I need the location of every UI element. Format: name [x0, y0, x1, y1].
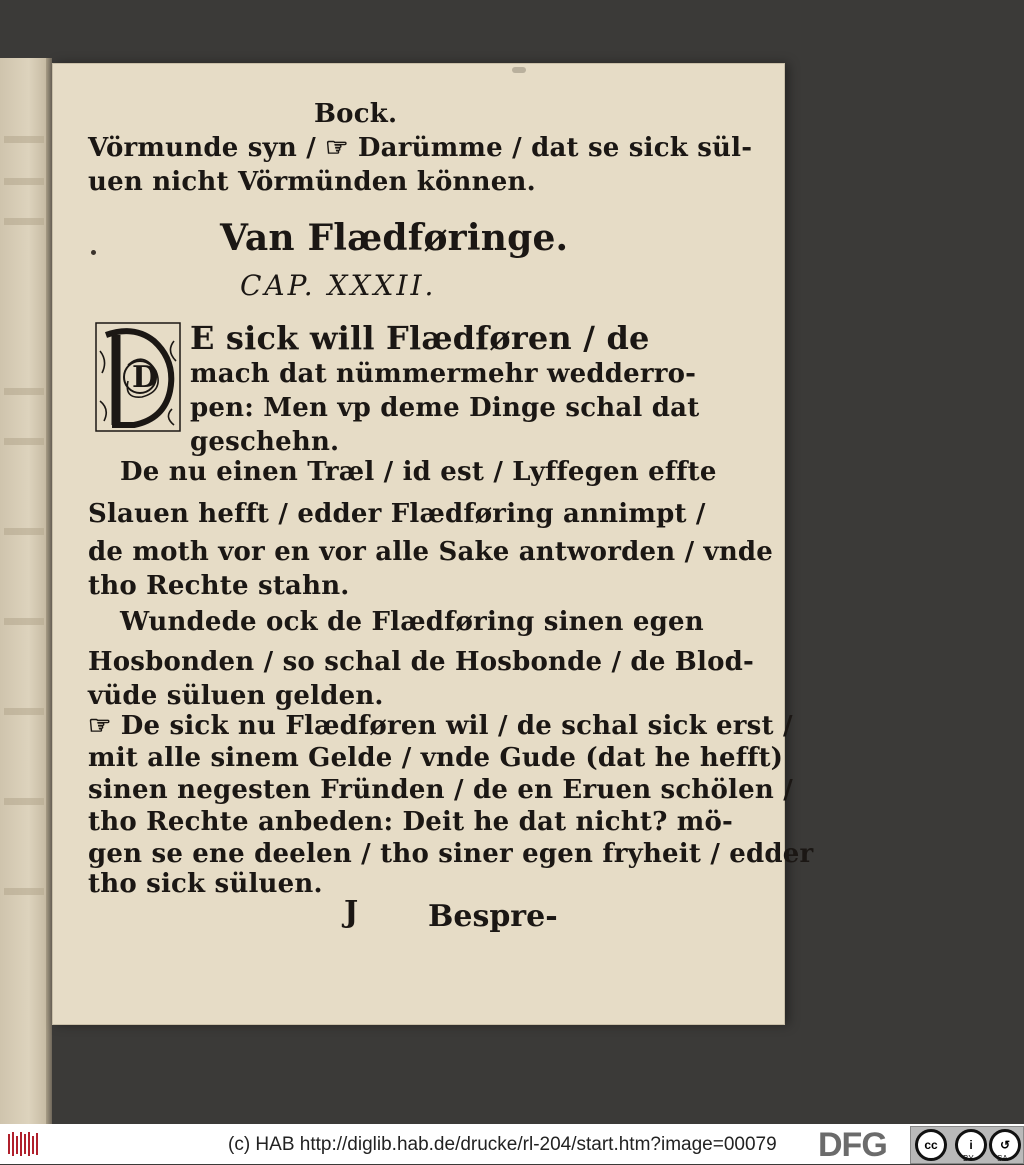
- text-line: ☞ De sick nu Flædføren wil / de schal sick erst /: [88, 711, 793, 741]
- left-page-text-ghost: [4, 528, 44, 535]
- section-heading: Van Flædføringe.: [220, 217, 569, 259]
- left-page-text-ghost: [4, 438, 44, 445]
- text-line: tho Rechte stahn.: [88, 571, 350, 601]
- svg-text:D: D: [132, 360, 159, 395]
- signature-mark: J: [344, 895, 359, 930]
- text-line: Slauen hefft / edder Flædføring annimpt /: [88, 499, 706, 529]
- dfg-logo: DFG: [818, 1126, 887, 1164]
- ornament-initial-icon: [94, 321, 182, 433]
- text-line: vüde süluen gelden.: [88, 681, 384, 711]
- left-page-text-ghost: [4, 888, 44, 895]
- text-line: mach dat nümmermehr wedderro-: [190, 359, 697, 389]
- chapter-number: CAP. XXXII.: [240, 269, 437, 302]
- text-line: Wundede ock de Flædføring sinen egen: [120, 607, 704, 637]
- text-line: sinen negesten Fründen / de en Eruen schölen /: [88, 775, 793, 805]
- text-line: E sick will Flædføren / de: [190, 319, 650, 357]
- text-line: pen: Men vp deme Dinge schal dat: [190, 393, 700, 423]
- text-line: geschehn.: [190, 427, 340, 457]
- left-page-text-ghost: [4, 388, 44, 395]
- sa-icon: ↺: [989, 1129, 1021, 1161]
- hab-logo-icon: [8, 1130, 40, 1158]
- left-page-text-ghost: [4, 178, 44, 185]
- by-label: BY: [963, 1154, 974, 1163]
- decorated-initial-d: [94, 321, 182, 433]
- cc-license-badge[interactable]: [910, 1126, 1024, 1164]
- text-line: Vörmunde syn / ☞ Darümme / dat se sick sül-: [88, 133, 753, 163]
- text-line: tho sick süluen.: [88, 869, 323, 899]
- text-line: Hosbonden / so schal de Hosbonde / de Blod-: [88, 647, 754, 677]
- paper-spot: [91, 250, 96, 255]
- text-line: tho Rechte anbeden: Deit he dat nicht? mö-: [88, 807, 734, 837]
- text-line: de moth vor en vor alle Sake antworden / vnde: [88, 537, 774, 567]
- running-head: Bock.: [314, 99, 398, 129]
- text-line: gen se ene deelen / tho siner egen fryheit / edder: [88, 839, 814, 869]
- copyright-link[interactable]: (c) HAB http://diglib.hab.de/drucke/rl-204/start.htm?image=00079: [228, 1134, 777, 1155]
- text-line: uen nicht Vörmünden können.: [88, 167, 536, 197]
- viewer-footer: [0, 1124, 1024, 1164]
- left-page-text-ghost: [4, 618, 44, 625]
- sa-label: SA: [997, 1154, 1008, 1163]
- text-line: De nu einen Træl / id est / Lyffegen effte: [120, 457, 717, 487]
- left-page-text-ghost: [4, 218, 44, 225]
- catchword: Bespre-: [428, 899, 558, 934]
- cc-icon: cc: [915, 1129, 947, 1161]
- left-page-text-ghost: [4, 708, 44, 715]
- by-icon: i: [955, 1129, 987, 1161]
- left-page-text-ghost: [4, 798, 44, 805]
- text-line: mit alle sinem Gelde / vnde Gude (dat he hefft): [88, 743, 784, 773]
- left-facing-page-edge: [0, 58, 52, 1124]
- book-page: [52, 63, 814, 1025]
- left-page-text-ghost: [4, 136, 44, 143]
- paper-mark: [512, 67, 526, 73]
